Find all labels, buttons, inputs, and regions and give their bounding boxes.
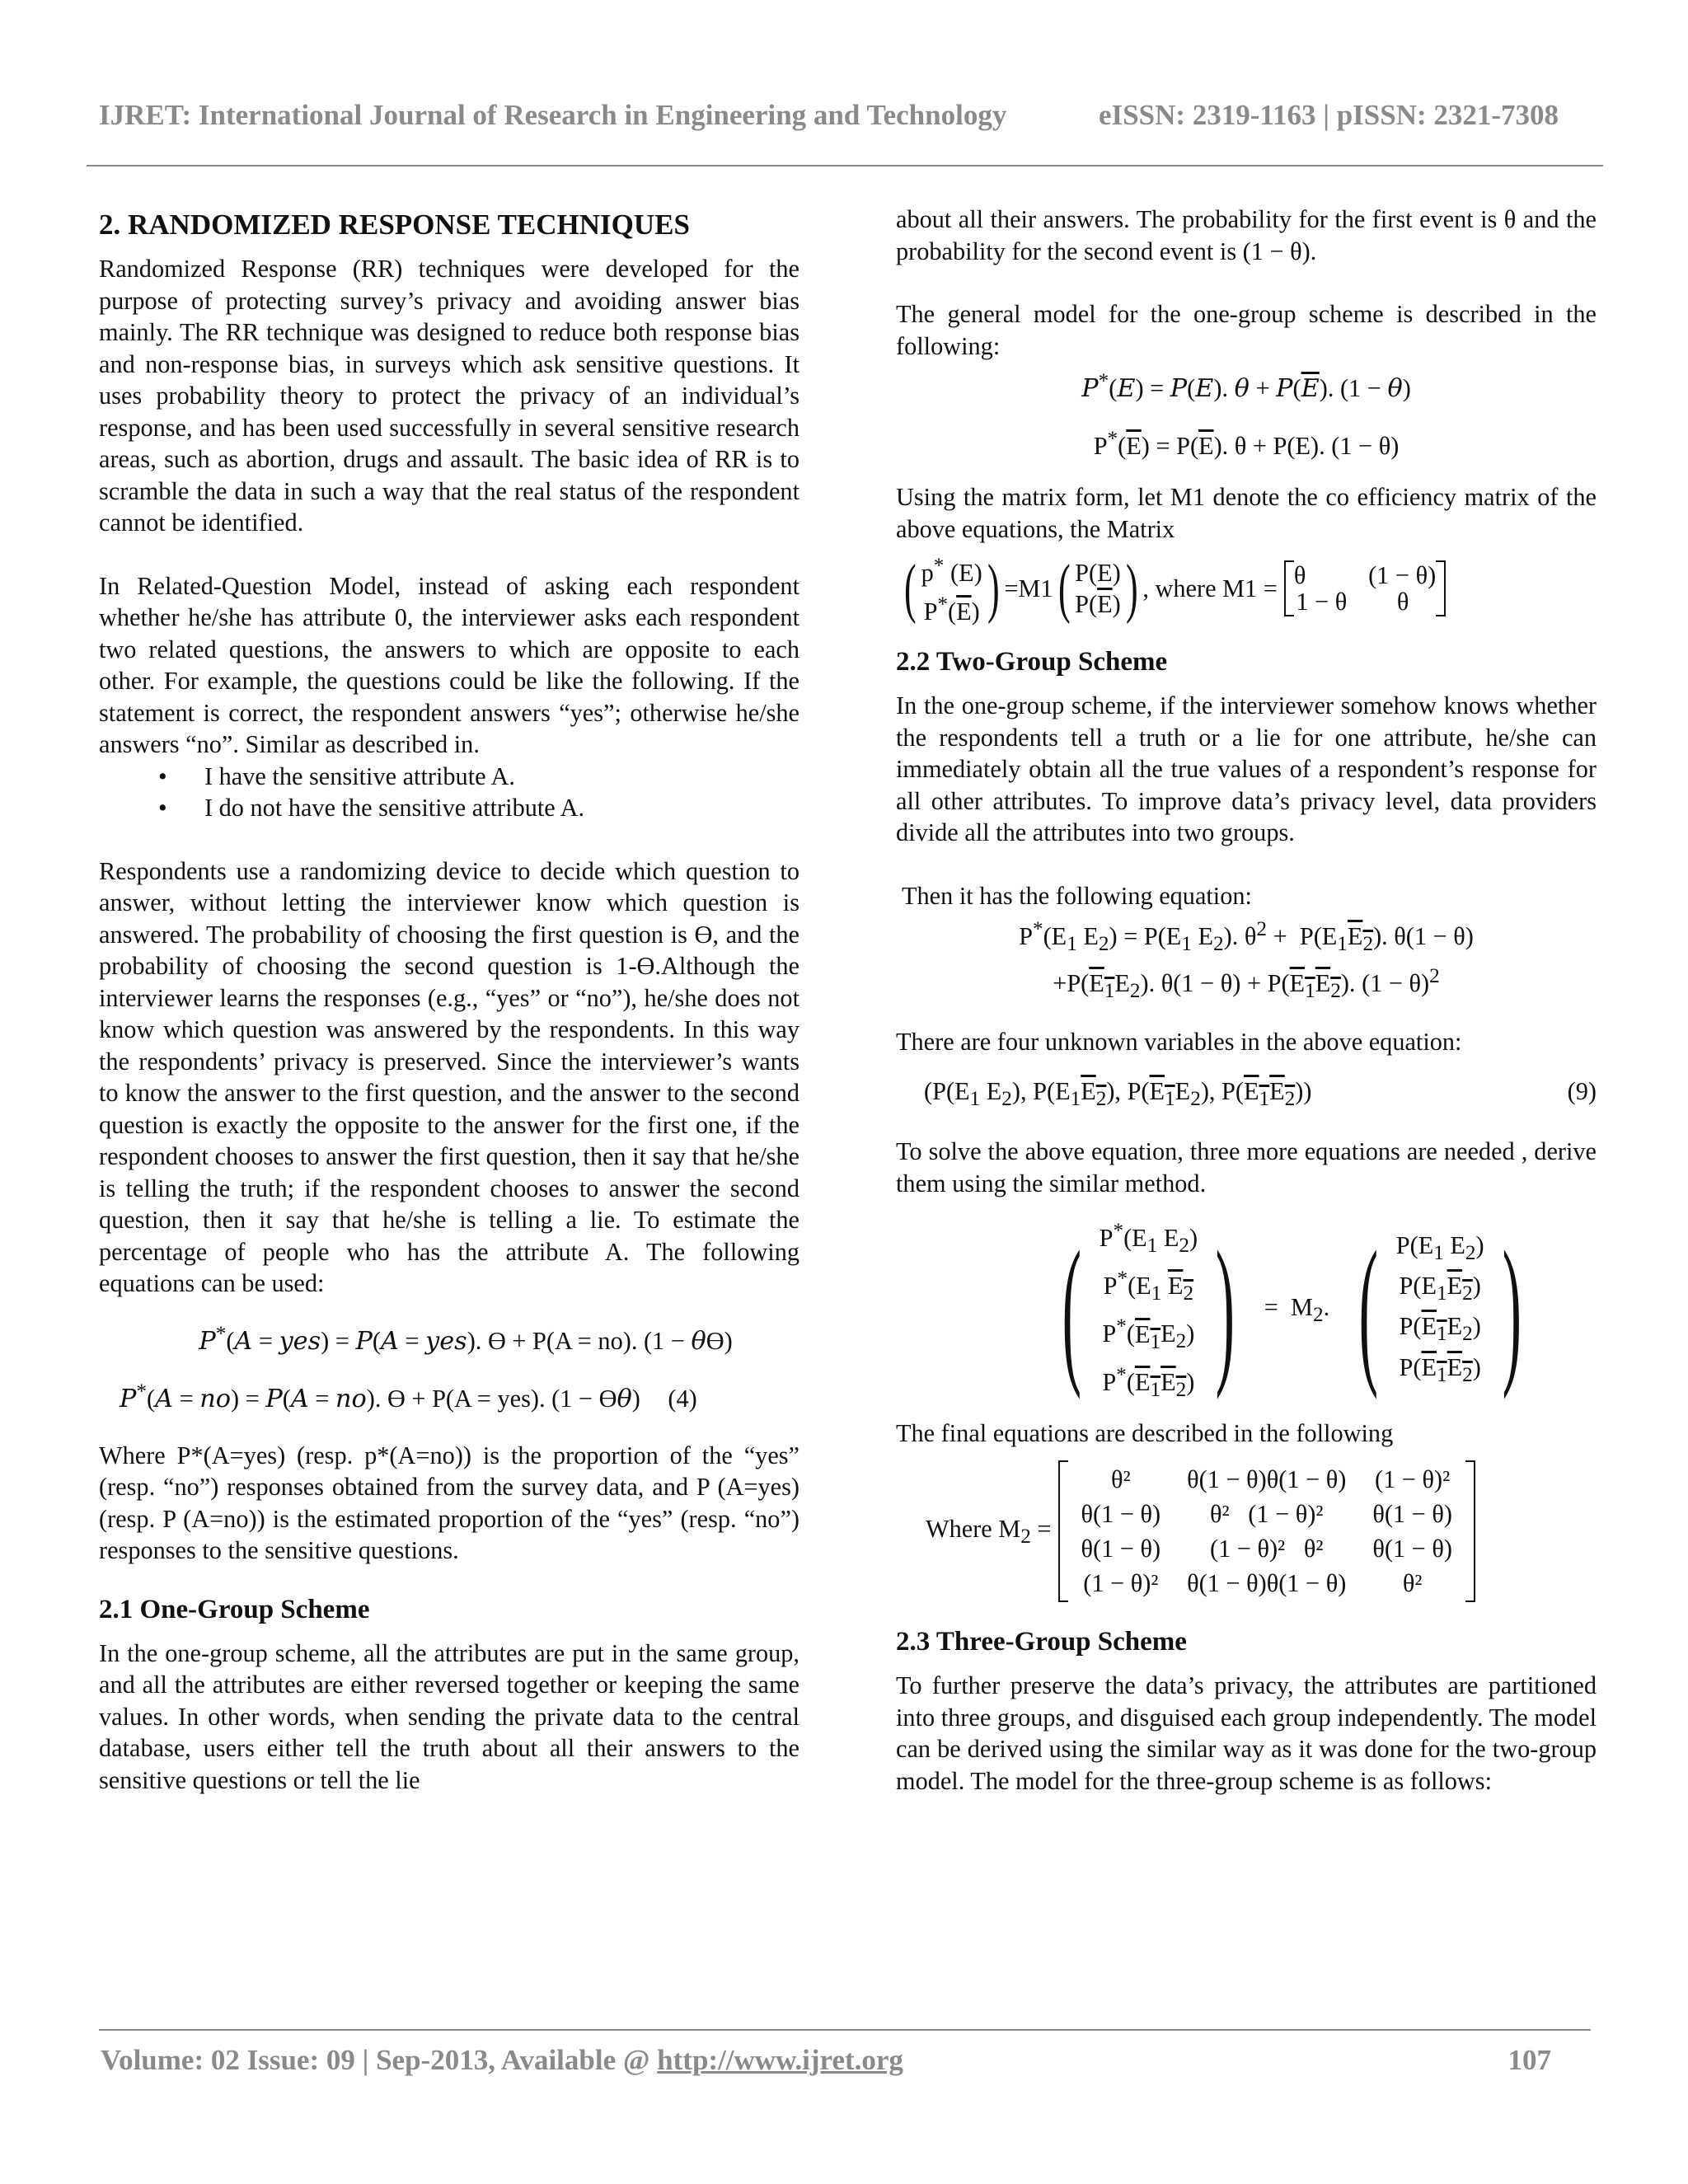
paragraph-rr-intro: Randomized Response (RR) techniques were developed for the purpose of protecting survey’s privacy and avoiding answer bias mainly. The RR technique was designed to reduce both response bias and non-response bias, in surveys which ask sensitive questions. It uses probability theory to protect the privacy of an individual’s response, and has been used successfully in several sensitive research areas, such as abortion, drugs and assault. The basic idea of RR is to scramble the data in such a way that the real status of the respondent cannot be identified. <box>99 255 799 537</box>
matrix-m2-definition <box>926 1460 1597 1602</box>
volume-info: Volume: 02 Issue: 09 | Sep-2013, Available @ <box>101 2044 658 2076</box>
journal-link[interactable]: http://www.ijret.org <box>657 2044 903 2076</box>
matrix-cell: θ(1 − θ)θ(1 − θ) <box>1187 1465 1347 1494</box>
equation-yes: P*(A = yes) = P(A = yes). Ɵ + P(A = no). (1 − θƟ) <box>199 1321 733 1356</box>
paragraph-matrix-form: Using the matrix form, let M1 denote the co efficiency matrix of the above equations, the Matrix <box>896 483 1597 543</box>
matrix-cell: θ² (1 − θ)² <box>1209 1500 1324 1529</box>
matrix-cell: (1 − θ)² <box>1083 1569 1159 1598</box>
matrix-cell: θ(1 − θ)θ(1 − θ) <box>1187 1569 1347 1598</box>
matrix-where-label: , where M1 = <box>1142 574 1278 602</box>
left-column <box>99 202 799 1796</box>
paragraph-final-equations: The final equations are described in the following <box>896 1418 1394 1447</box>
matrix-equation-m2: ( $P^*(E_1$ $E_2$) $P^*(E_1$ $E_2$ $P^*(E_1E_2)$ $P^*(E_1E_2)$ ) = $M_2$. ( $P(E_1$ $E_2$) $P(E_1E_2)$ $P(E_1E_2)$ $P(E_1E_2)$ ) <box>1062 1218 1522 1401</box>
equation-two-group-line2: $+P(E_1E_2)$. $\theta(1 - \theta) + P(E_1E_2)$. $(1 - \theta)^2$ <box>1053 963 1440 1002</box>
paragraph-unknown-vars: There are four unknown variables in the above equation: <box>896 1027 1462 1056</box>
bullet-item: • I have the sensitive attribute A. <box>99 761 799 793</box>
paragraph-one-group: In the one-group scheme, all the attributes are put in the same group, and all the attributes are either reversed together or keeping the same values. In other words, when sending the private data to the central database, users either tell the truth about all their answers to the sensitive questions or tell the lie <box>99 1638 799 1794</box>
paragraph-two-group: In the one-group scheme, if the interviewer somehow knows whether the respondents tell a truth or a lie for one attribute, he/she can immediately obtain all the true values of a respondent’s response for all other attributes. To improve data’s privacy level, data providers divide all the attributes into two groups. <box>896 691 1597 847</box>
paragraph-general-model: The general model for the one-group scheme is described in the following: <box>896 300 1597 360</box>
bullet-list <box>99 761 799 824</box>
subsection-two-group: 2.2 Two-Group Scheme <box>896 647 1168 677</box>
paragraph-randomizing-device: Respondents use a randomizing device to decide which question to answer, without letting the interviewer know which question is answered. The probability of choosing the first question is Ɵ, and the probability of choosing the second question is 1-Ɵ.Although the interviewer learns the responses (e.g., “yes” or “no”), he/she does not know which question was answered by the respondents. In this way the respondents’ privacy is preserved. Since the interviewer’s wants to know the answer to the first question, and the answer to the second question is exactly the opposite to the answer for the first one, if the respondent chooses to answer the first question, then it say that he/she is telling the truth; if the respondent chooses to answer the second question, then it say that he/she is telling a lie. To estimate the percentage of people who has the attribute A. The following equations can be used: <box>99 856 799 1297</box>
m2-matrix-table <box>1068 1462 1465 1601</box>
matrix-cell: θ² <box>1111 1465 1131 1494</box>
footer-rule <box>99 2029 1591 2031</box>
where-m2-label: Where $M_2$ = <box>926 1514 1052 1548</box>
matrix-cell: θ(1 − θ) <box>1372 1535 1452 1563</box>
equation-number: (9) <box>1567 1077 1597 1106</box>
matrix-equation-m1: ( p* (E) $P^*(\overline{E})$ ) =M1 ( P(E) $P(\overline{E})$ ) , where M1 = θ (1 − θ) 1 − θ θ <box>899 550 1597 627</box>
matrix-cell: θ(1 − θ) <box>1372 1500 1452 1529</box>
equation-9: ($P(E_1$ $E_2$), $P(E_1E_2)$, $P(E_1E_2)$, $P(E_1E_2)$) (9) <box>924 1077 1597 1111</box>
section-title: 2. RANDOMIZED RESPONSE TECHNIQUES <box>99 209 690 241</box>
running-footer <box>101 2044 1551 2077</box>
paragraph-three-group: To further preserve the data’s privacy, the attributes are partitioned into three groups, and disguised each group independently. The model can be derived using the similar way as it was done for the two-group model. The model for the three-group scheme is as follows: <box>896 1671 1597 1795</box>
equation-no: P*(A = no) = P(A = no). Ɵ + P(A = yes). (1 − Ɵθ) (4) <box>120 1379 697 1413</box>
subsection-one-group: 2.1 One-Group Scheme <box>99 1594 370 1624</box>
matrix-cell: (1 − θ)² <box>1375 1465 1451 1494</box>
matrix-cell: θ(1 − θ) <box>1081 1535 1161 1563</box>
paragraph-probabilities: about all their answers. The probability for the first event is θ and the probability for the second event is (1 − θ). <box>896 205 1597 265</box>
paragraph-related-question: In Related-Question Model, instead of asking each respondent whether he/she has attribute 0, the interviewer asks each respondent two related questions, the answers to which are opposite to each other. For example, the questions could be like the following. If the statement is correct, the respondent answers “yes”; otherwise he/she answers “no”. Similar as described in. <box>99 571 799 758</box>
equation-two-group-line1: $P^*(E_1$ $E_2) = P(E_1$ $E_2$). $\theta^2 + P(E_1E_2)$. θ(1 − θ) <box>1019 917 1474 956</box>
paragraph-solve: To solve the above equation, three more equations are needed , derive them using the similar method. <box>896 1137 1597 1197</box>
matrix-cell: (1 − θ)² θ² <box>1209 1535 1324 1563</box>
journal-name: IJRET: International Journal of Research in Engineering and Technology <box>99 99 1007 131</box>
paragraph-following-equation: Then it has the following equation: <box>896 881 1252 910</box>
right-column <box>896 204 1597 1797</box>
matrix-cell: θ(1 − θ) <box>1081 1500 1161 1529</box>
header-rule <box>87 165 1603 166</box>
issn-info: eISSN: 2319-1163 | pISSN: 2321-7308 <box>1099 99 1559 131</box>
equation-one-group-2: $P^*(\overline{E}) = P(\overline{E})$. θ + P(E). (1 − θ) <box>1093 427 1400 461</box>
equation-number: (4) <box>668 1384 697 1413</box>
page-number: 107 <box>1507 2044 1551 2076</box>
subsection-three-group: 2.3 Three-Group Scheme <box>896 1627 1187 1657</box>
running-header <box>99 99 1582 132</box>
equation-one-group-1: P*(E) = P(E). $\theta + P(\overline{E})$. (1 − θ) <box>1081 369 1411 404</box>
matrix-cell: θ² <box>1402 1569 1423 1598</box>
paragraph-where: Where P*(A=yes) (resp. p*(A=no)) is the proportion of the “yes” (resp. “no”) responses obtained from the survey data, and P (A=yes) (resp. P (A=no)) is the estimated proportion of the “yes” (resp. “no”) responses to the sensitive questions. <box>99 1441 799 1565</box>
bullet-item: • I do not have the sensitive attribute A. <box>99 792 799 824</box>
